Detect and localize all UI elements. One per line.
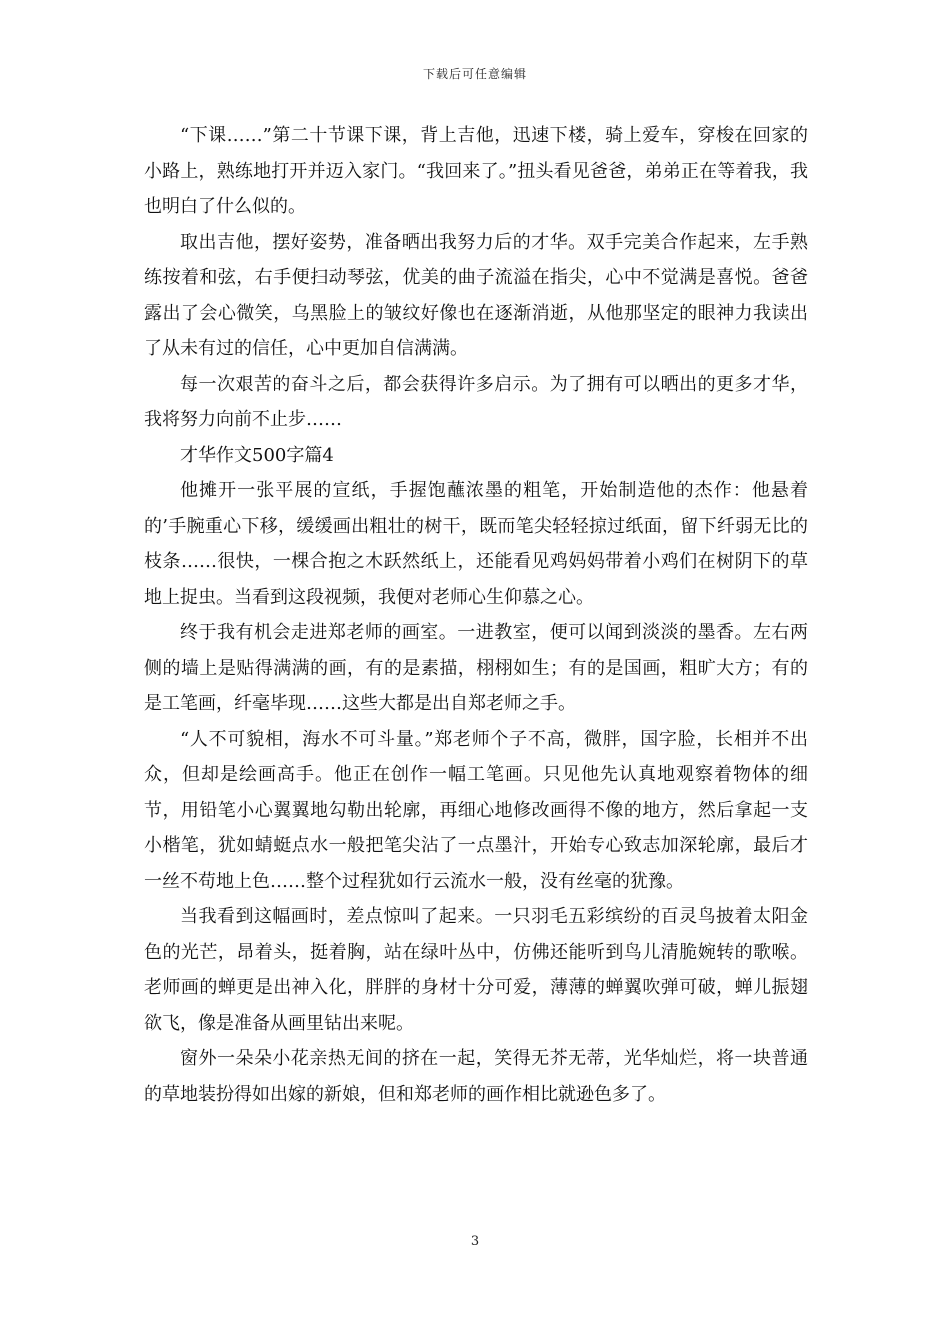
page-header: 下载后可任意编辑 xyxy=(422,67,527,81)
page-number: 3 xyxy=(470,1234,480,1249)
paragraph-5: 终于我有机会走进郑老师的画室。一进教室，便可以闻到淡淡的墨香。左右两侧的墙上是贴得满满的画，有的是素描，栩栩如生；有的是国画，粗旷大方；有的是工笔画，纤毫毕现……这些大都是出自郑老师之手。 xyxy=(144,622,808,714)
section-title: 才华作文500字篇4 xyxy=(180,444,334,466)
paragraph-1: “下课……”第二十节课下课，背上吉他，迅速下楼，骑上爱车，穿梭在回家的小路上，熟练地打开并迈入家门。“我回来了。”扭头看见爸爸，弟弟正在等着我，我也明白了什么似的。 xyxy=(144,125,808,217)
paragraph-4: 他摊开一张平展的宣纸，手握饱蘸浓墨的粗笔，开始制造他的杰作：他悬着的’手腕重心下移，缓缓画出粗壮的树干，既而笔尖轻轻掠过纸面，留下纤弱无比的枝条……很快，一棵合抱之木跃然纸上，还能看见鸡妈妈带着小鸡们在树阴下的草地上捉虫。当看到这段视频，我便对老师心生仰慕之心。 xyxy=(144,480,808,608)
paragraph-3: 每一次艰苦的奋斗之后，都会获得许多启示。为了拥有可以晒出的更多才华，我将努力向前不止步…… xyxy=(144,373,808,430)
document-body xyxy=(144,118,808,1112)
paragraph-6: “人不可貌相，海水不可斗量。”郑老师个子不高，微胖，国字脸，长相并不出众，但却是绘画高手。他正在创作一幅工笔画。只见他先认真地观察着物体的细节，用铅笔小心翼翼地勾勒出轮廓，再细心地修改画得不像的地方，然后拿起一支小楷笔，犹如蜻蜓点水一般把笔尖沾了一点墨汁，开始专心致志加深轮廓，最后才一丝不苟地上色……整个过程犹如行云流水一般，没有丝毫的犹豫。 xyxy=(144,728,808,892)
paragraph-2: 取出吉他，摆好姿势，准备晒出我努力后的才华。双手完美合作起来，左手熟练按着和弦，右手便扫动琴弦，优美的曲子流溢在指尖，心中不觉满是喜悦。爸爸露出了会心微笑，乌黑脸上的皱纹好像也在逐渐消逝，从他那坚定的眼神力我读出了从未有过的信任，心中更加自信满满。 xyxy=(144,231,808,359)
paragraph-7: 当我看到这幅画时，差点惊叫了起来。一只羽毛五彩缤纷的百灵鸟披着太阳金色的光芒，昂着头，挺着胸，站在绿叶丛中，仿佛还能听到鸟儿清脆婉转的歌喉。老师画的蝉更是出神入化，胖胖的身材十分可爱，薄薄的蝉翼吹弹可破，蝉儿振翅欲飞，像是准备从画里钻出来呢。 xyxy=(144,906,808,1034)
paragraph-8: 窗外一朵朵小花亲热无间的挤在一起，笑得无芥无蒂，光华灿烂，将一块普通的草地装扮得如出嫁的新娘，但和郑老师的画作相比就逊色多了。 xyxy=(144,1048,808,1105)
